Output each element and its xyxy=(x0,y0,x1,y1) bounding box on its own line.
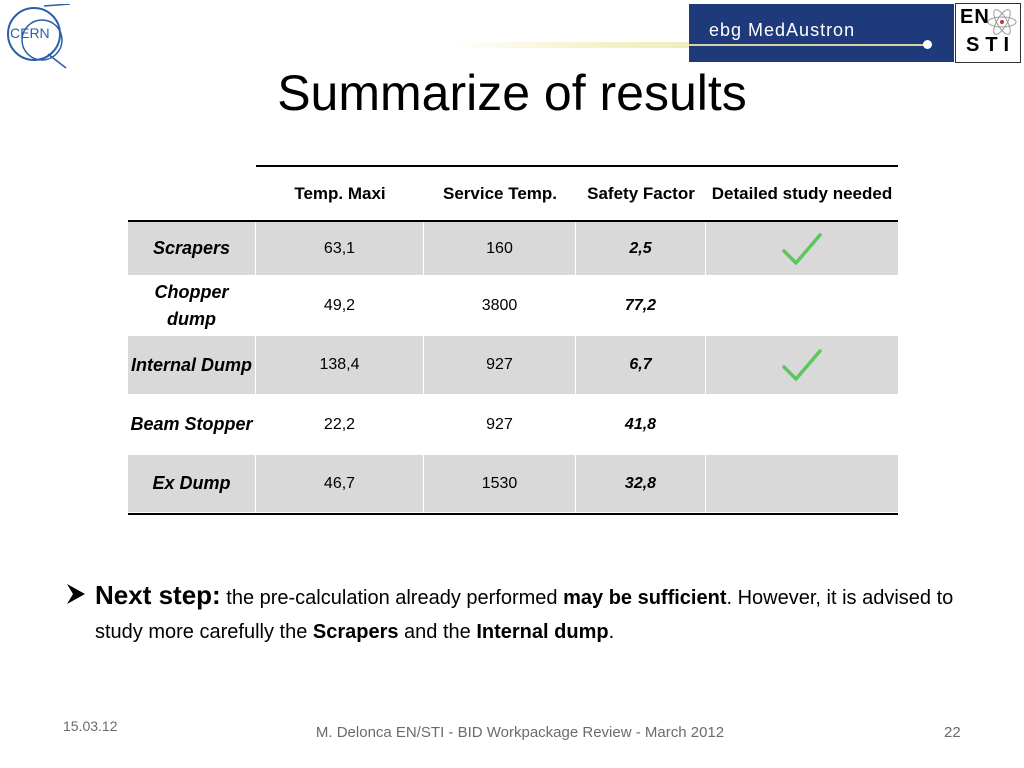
row-safety-factor: 6,7 xyxy=(576,336,706,394)
row-temp-maxi: 46,7 xyxy=(256,455,424,512)
row-service-temp: 3800 xyxy=(424,276,576,335)
row-safety-factor: 77,2 xyxy=(576,276,706,335)
row-detailed-study xyxy=(706,222,898,275)
medaustron-logo-dot xyxy=(923,40,932,49)
cern-logo xyxy=(4,4,70,70)
medaustron-logo-line xyxy=(689,44,929,46)
arrow-bullet-icon xyxy=(64,582,88,606)
row-temp-maxi: 63,1 xyxy=(256,222,424,275)
header-temp-maxi: Temp. Maxi xyxy=(294,184,386,203)
row-temp-maxi: 138,4 xyxy=(256,336,424,394)
bullet-bold-part: Scrapers xyxy=(312,621,399,643)
table-row xyxy=(128,395,898,455)
table-row xyxy=(128,455,898,513)
checkmark-icon xyxy=(780,345,824,385)
page-number: 22 xyxy=(944,724,961,741)
row-detailed-study xyxy=(706,455,898,512)
bullet-text-part: . xyxy=(608,621,615,643)
slide-title: Summarize of results xyxy=(277,65,747,121)
bullet-text-part: and the xyxy=(398,621,477,643)
row-service-temp: 927 xyxy=(424,336,576,394)
cern-logo-text: CERN xyxy=(10,25,50,41)
table-header xyxy=(128,165,898,222)
row-name: Scrapers xyxy=(128,222,256,275)
table-row xyxy=(128,336,898,395)
table-bottom-rule xyxy=(128,513,898,515)
row-name: Ex Dump xyxy=(128,455,256,512)
bullet-text-part: . However, it is advised to study more carefully the xyxy=(95,587,954,643)
header-detailed-study: Detailed study needed xyxy=(711,184,893,203)
row-detailed-study xyxy=(706,336,898,394)
row-name: Beam Stopper xyxy=(128,395,256,454)
row-safety-factor: 32,8 xyxy=(576,455,706,512)
en-sti-logo xyxy=(955,3,1021,63)
footer-title: M. Delonca EN/STI - BID Workpackage Review - March 2012 xyxy=(315,724,725,741)
row-name: Chopper dump xyxy=(128,276,256,335)
bullet-bold-part: Internal dump xyxy=(476,621,609,643)
bullet-text xyxy=(95,578,975,649)
results-table xyxy=(128,165,898,515)
en-sti-logo-line1: EN xyxy=(960,6,990,28)
row-service-temp: 1530 xyxy=(424,455,576,512)
row-safety-factor: 41,8 xyxy=(576,395,706,454)
row-service-temp: 160 xyxy=(424,222,576,275)
atom-icon xyxy=(986,8,1018,36)
medaustron-logo xyxy=(689,4,954,62)
table-row xyxy=(128,276,898,336)
row-temp-maxi: 49,2 xyxy=(256,276,424,335)
medaustron-logo-text: ebg MedAustron xyxy=(709,20,856,40)
bullet-bold-part: may be sufficient xyxy=(563,587,727,609)
header-service-temp: Service Temp. xyxy=(442,184,558,203)
row-detailed-study xyxy=(706,276,898,335)
row-safety-factor: 2,5 xyxy=(576,222,706,275)
table-row xyxy=(128,222,898,276)
header-safety-factor: Safety Factor xyxy=(587,184,695,203)
row-detailed-study xyxy=(706,395,898,454)
footer-date: 15.03.12 xyxy=(63,718,118,734)
next-step-label: Next step: xyxy=(95,580,221,610)
row-service-temp: 927 xyxy=(424,395,576,454)
checkmark-icon xyxy=(780,229,824,269)
bullet-text-part: the pre-calculation already performed xyxy=(220,587,564,609)
row-temp-maxi: 22,2 xyxy=(256,395,424,454)
en-sti-logo-line2: STI xyxy=(966,34,1016,56)
row-name: Internal Dump xyxy=(128,336,256,394)
